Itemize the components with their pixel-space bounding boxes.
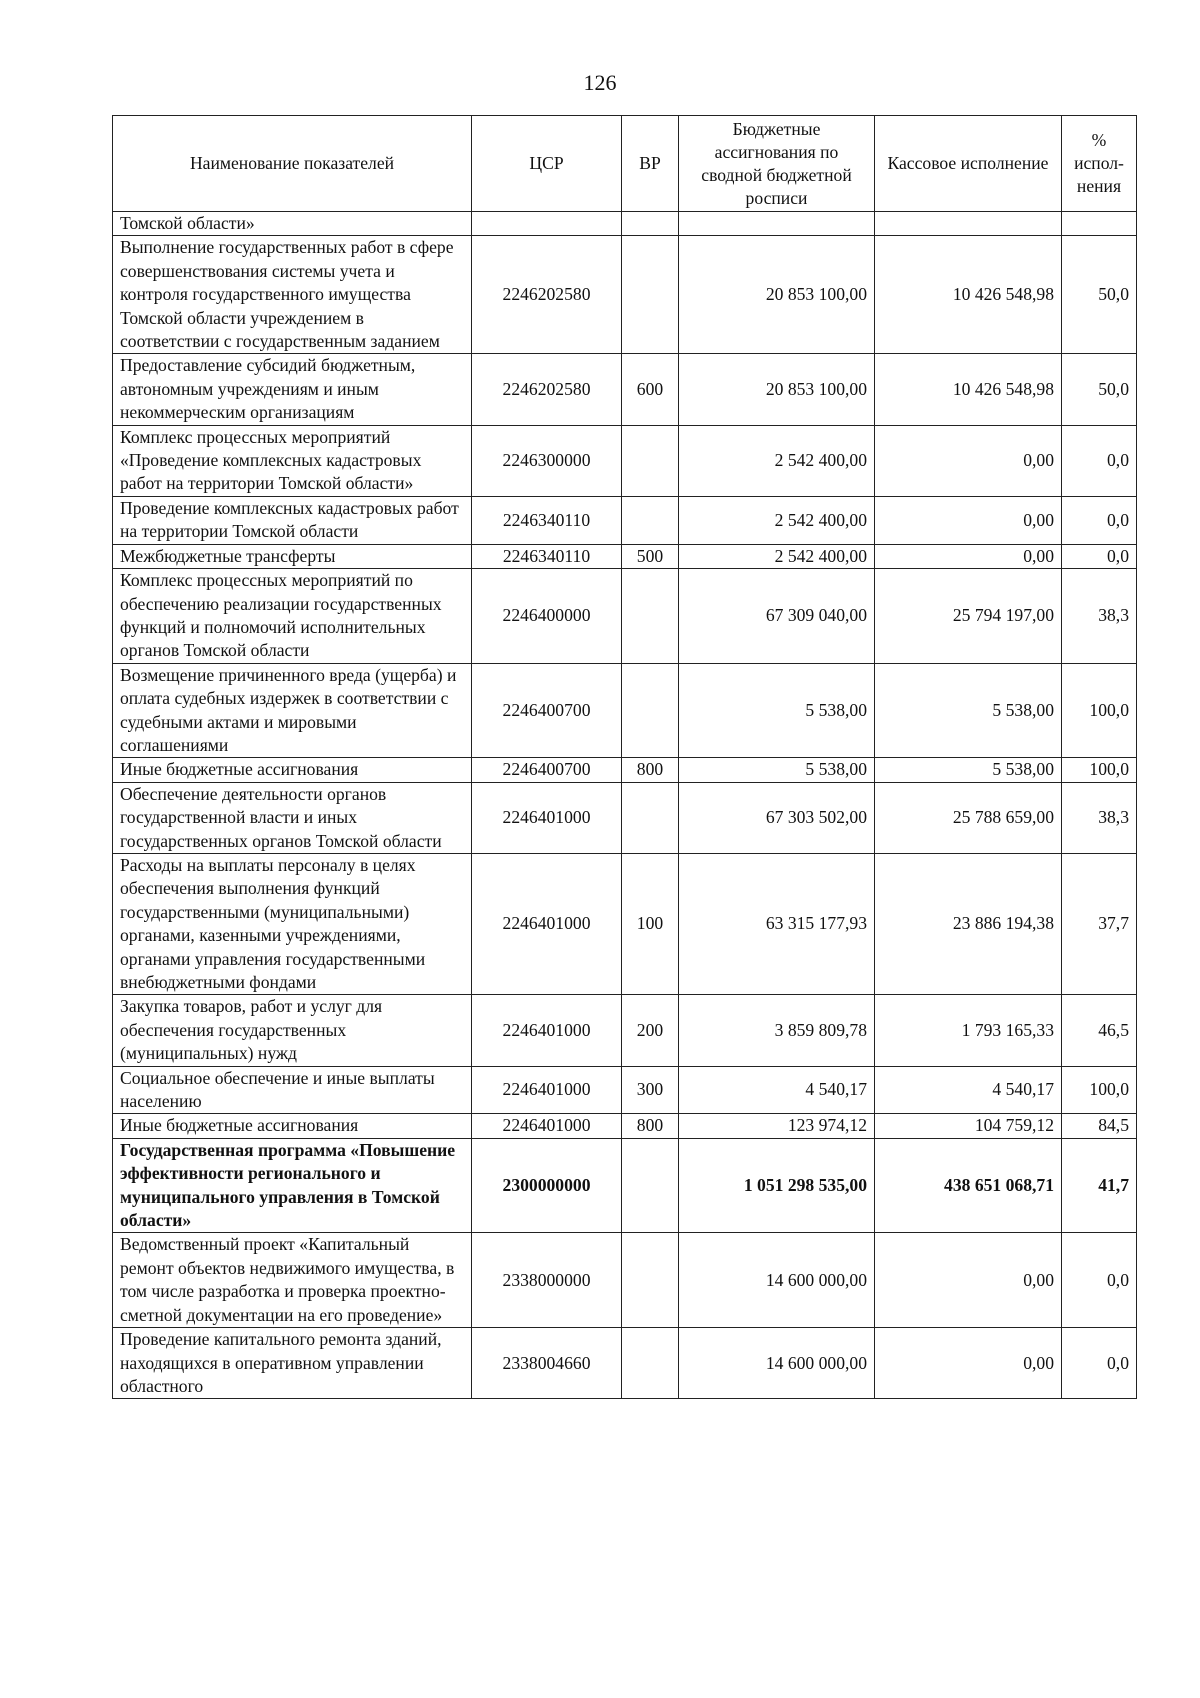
cell-csr: 2246300000: [472, 425, 622, 496]
cell-percent: 0,0: [1062, 1233, 1137, 1328]
table-row: [113, 236, 1137, 354]
cell-budget: 2 542 400,00: [679, 425, 875, 496]
cell-name: Закупка товаров, работ и услуг для обеспечения государственных (муниципальных) нужд: [113, 995, 472, 1066]
cell-cash: 10 426 548,98: [875, 236, 1062, 354]
page-number: 126: [583, 70, 617, 95]
cell-budget: 1 051 298 535,00: [679, 1138, 875, 1233]
header-vr: ВР: [622, 116, 679, 212]
table-body: [113, 212, 1137, 1399]
table-row: [113, 663, 1137, 758]
table-row: [113, 782, 1137, 853]
cell-vr: [622, 782, 679, 853]
cell-cash: 0,00: [875, 1233, 1062, 1328]
cell-budget: 2 542 400,00: [679, 544, 875, 568]
cell-name: Иные бюджетные ассигнования: [113, 758, 472, 782]
cell-vr: [622, 569, 679, 664]
cell-budget: 5 538,00: [679, 663, 875, 758]
cell-vr: [622, 212, 679, 236]
cell-csr: 2338004660: [472, 1328, 622, 1399]
table-row: [113, 758, 1137, 782]
cell-name: Расходы на выплаты персоналу в целях обеспечения выполнения функций государственными (муниципальными) органами, казенными учреждениями, органами управления государственными внебюджетными фондами: [113, 853, 472, 994]
cell-vr: [622, 1233, 679, 1328]
header-cash: Кассовое исполнение: [875, 116, 1062, 212]
cell-percent: 84,5: [1062, 1114, 1137, 1138]
cell-budget: [679, 212, 875, 236]
cell-name: Комплекс процессных мероприятий «Проведение комплексных кадастровых работ на территории Томской области»: [113, 425, 472, 496]
cell-budget: 20 853 100,00: [679, 354, 875, 425]
table-row: [113, 212, 1137, 236]
cell-percent: 0,0: [1062, 425, 1137, 496]
table-row: [113, 1328, 1137, 1399]
cell-csr: 2246401000: [472, 1114, 622, 1138]
table-row: [113, 569, 1137, 664]
cell-budget: 63 315 177,93: [679, 853, 875, 994]
cell-name: Возмещение причиненного вреда (ущерба) и оплата судебных издержек в соответствии с судебными актами и мировыми соглашениями: [113, 663, 472, 758]
cell-name: Предоставление субсидий бюджетным, автономным учреждениям и иным некоммерческим организациям: [113, 354, 472, 425]
cell-cash: 25 788 659,00: [875, 782, 1062, 853]
cell-budget: 4 540,17: [679, 1066, 875, 1114]
cell-percent: 41,7: [1062, 1138, 1137, 1233]
cell-name: Проведение комплексных кадастровых работ на территории Томской области: [113, 496, 472, 544]
cell-percent: 38,3: [1062, 782, 1137, 853]
cell-vr: [622, 663, 679, 758]
cell-cash: 438 651 068,71: [875, 1138, 1062, 1233]
table-row: [113, 425, 1137, 496]
table-row: [113, 1233, 1137, 1328]
table-row: [113, 354, 1137, 425]
table-row: [113, 496, 1137, 544]
table-row: [113, 853, 1137, 994]
cell-percent: 50,0: [1062, 236, 1137, 354]
cell-budget: 67 303 502,00: [679, 782, 875, 853]
cell-cash: 0,00: [875, 425, 1062, 496]
cell-percent: 0,0: [1062, 496, 1137, 544]
cell-cash: 4 540,17: [875, 1066, 1062, 1114]
cell-name: Ведомственный проект «Капитальный ремонт объектов недвижимого имущества, в том числе разработка и проверка проектно-сметной документации на его проведение»: [113, 1233, 472, 1328]
cell-csr: 2300000000: [472, 1138, 622, 1233]
cell-csr: 2246400000: [472, 569, 622, 664]
cell-csr: 2246400700: [472, 758, 622, 782]
table-row: [113, 544, 1137, 568]
cell-vr: 300: [622, 1066, 679, 1114]
table-row: [113, 995, 1137, 1066]
table-row: [113, 1066, 1137, 1114]
cell-csr: 2246401000: [472, 782, 622, 853]
cell-cash: 5 538,00: [875, 758, 1062, 782]
cell-cash: [875, 212, 1062, 236]
cell-vr: [622, 1328, 679, 1399]
cell-vr: 200: [622, 995, 679, 1066]
cell-name: Социальное обеспечение и иные выплаты населению: [113, 1066, 472, 1114]
table-header-row: [113, 116, 1137, 212]
cell-name: Комплекс процессных мероприятий по обеспечению реализации государственных функций и полномочий исполнительных органов Томской области: [113, 569, 472, 664]
cell-cash: 0,00: [875, 1328, 1062, 1399]
cell-cash: 0,00: [875, 496, 1062, 544]
cell-percent: 38,3: [1062, 569, 1137, 664]
cell-csr: 2246401000: [472, 853, 622, 994]
cell-csr: 2246401000: [472, 995, 622, 1066]
cell-budget: 14 600 000,00: [679, 1328, 875, 1399]
cell-vr: 600: [622, 354, 679, 425]
cell-name: Выполнение государственных работ в сфере совершенствования системы учета и контроля государственного имущества Томской области учреждением в соответствии с государственным заданием: [113, 236, 472, 354]
cell-vr: 100: [622, 853, 679, 994]
cell-budget: 2 542 400,00: [679, 496, 875, 544]
cell-name: Государственная программа «Повышение эффективности регионального и муниципального управления в Томской области»: [113, 1138, 472, 1233]
budget-execution-table: [112, 115, 1137, 1399]
cell-percent: 100,0: [1062, 663, 1137, 758]
cell-vr: 800: [622, 1114, 679, 1138]
cell-cash: 10 426 548,98: [875, 354, 1062, 425]
cell-cash: 0,00: [875, 544, 1062, 568]
cell-cash: 25 794 197,00: [875, 569, 1062, 664]
cell-percent: 0,0: [1062, 544, 1137, 568]
cell-name: Проведение капитального ремонта зданий, находящихся в оперативном управлении областного: [113, 1328, 472, 1399]
cell-vr: [622, 1138, 679, 1233]
cell-name: Обеспечение деятельности органов государственной власти и иных государственных органов Томской области: [113, 782, 472, 853]
cell-percent: [1062, 212, 1137, 236]
cell-csr: 2246202580: [472, 354, 622, 425]
cell-percent: 37,7: [1062, 853, 1137, 994]
cell-budget: 3 859 809,78: [679, 995, 875, 1066]
cell-cash: 1 793 165,33: [875, 995, 1062, 1066]
header-budget: Бюджетные ассигнования по сводной бюджетной росписи: [679, 116, 875, 212]
header-name: Наименование показателей: [113, 116, 472, 212]
cell-percent: 100,0: [1062, 758, 1137, 782]
cell-csr: 2338000000: [472, 1233, 622, 1328]
cell-cash: 104 759,12: [875, 1114, 1062, 1138]
cell-percent: 0,0: [1062, 1328, 1137, 1399]
header-csr: ЦСР: [472, 116, 622, 212]
cell-csr: 2246340110: [472, 544, 622, 568]
cell-name: Межбюджетные трансферты: [113, 544, 472, 568]
table-row: [113, 1114, 1137, 1138]
cell-csr: 2246400700: [472, 663, 622, 758]
cell-cash: 5 538,00: [875, 663, 1062, 758]
cell-csr: 2246202580: [472, 236, 622, 354]
cell-vr: [622, 496, 679, 544]
cell-name: Томской области»: [113, 212, 472, 236]
table-row: [113, 1138, 1137, 1233]
cell-csr: 2246340110: [472, 496, 622, 544]
cell-budget: 123 974,12: [679, 1114, 875, 1138]
cell-percent: 100,0: [1062, 1066, 1137, 1114]
cell-percent: 46,5: [1062, 995, 1137, 1066]
header-percent: % испол-нения: [1062, 116, 1137, 212]
cell-vr: 800: [622, 758, 679, 782]
cell-vr: 500: [622, 544, 679, 568]
cell-budget: 5 538,00: [679, 758, 875, 782]
cell-csr: [472, 212, 622, 236]
cell-cash: 23 886 194,38: [875, 853, 1062, 994]
cell-percent: 50,0: [1062, 354, 1137, 425]
cell-csr: 2246401000: [472, 1066, 622, 1114]
cell-name: Иные бюджетные ассигнования: [113, 1114, 472, 1138]
cell-budget: 67 309 040,00: [679, 569, 875, 664]
cell-budget: 14 600 000,00: [679, 1233, 875, 1328]
cell-budget: 20 853 100,00: [679, 236, 875, 354]
cell-vr: [622, 425, 679, 496]
cell-vr: [622, 236, 679, 354]
